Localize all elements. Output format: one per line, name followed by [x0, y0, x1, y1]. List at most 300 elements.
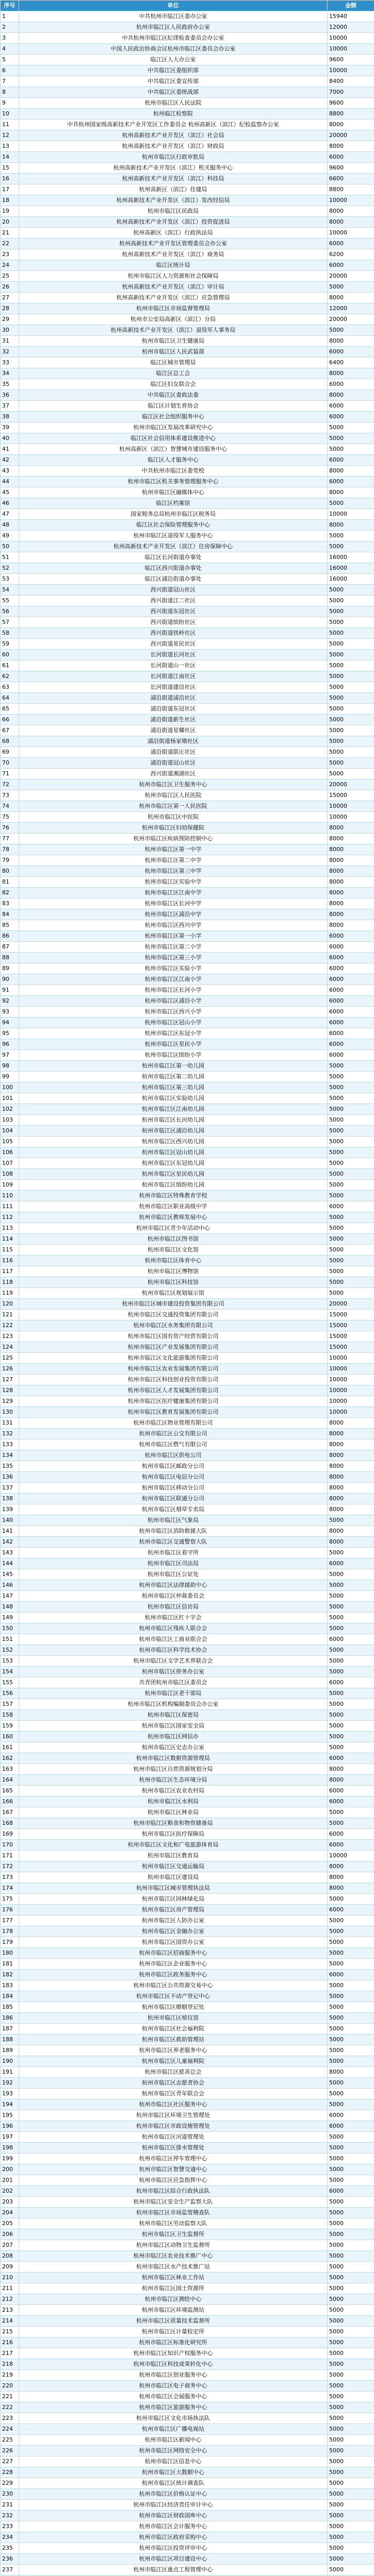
row-unit: 杭州市临江区政务服务中心: [19, 1970, 328, 1980]
table-row: [1, 877, 374, 888]
table-row: [1, 422, 374, 433]
row-unit: 杭州市临江区安全生产监察大队: [19, 2197, 328, 2208]
row-amount: 6000: [328, 1028, 374, 1039]
row-unit: 杭州市临江区新闻中心: [19, 2435, 328, 2446]
row-amount: 6000: [328, 379, 374, 390]
table-row: [1, 606, 374, 617]
row-index: 171: [1, 1851, 19, 1861]
row-unit: 杭州市临江区教师发展中心: [19, 1212, 328, 1223]
row-amount: 5000: [328, 2164, 374, 2175]
row-index: 64: [1, 693, 19, 704]
row-unit: 杭州市临江区信访局: [19, 1602, 328, 1613]
row-amount: 5000: [328, 531, 374, 541]
table-row: [1, 2121, 374, 2132]
row-index: 67: [1, 725, 19, 736]
table-row: [1, 1537, 374, 1548]
row-unit: 临江区浦沿街道办事处: [19, 574, 328, 585]
table-row: [1, 1201, 374, 1212]
table-row: [1, 44, 374, 55]
row-unit: 杭州市临江区电子商务中心: [19, 2381, 328, 2392]
row-unit: 杭州市临江区职业高级中学: [19, 1201, 328, 1212]
row-amount: 5000: [328, 1959, 374, 1970]
table-row: [1, 336, 374, 347]
row-unit: 杭州市临江区大数据中心: [19, 2467, 328, 2478]
header-index: 序号: [1, 1, 19, 11]
row-amount: 6000: [328, 985, 374, 996]
row-amount: 8000: [328, 1526, 374, 1537]
row-unit: 杭州高新区（滨江）智慧城市建设服务中心: [19, 444, 328, 455]
row-amount: 5000: [328, 2002, 374, 2013]
row-unit: 杭州市临江区环境卫生管理处: [19, 2110, 328, 2121]
row-index: 232: [1, 2511, 19, 2521]
table-row: [1, 715, 374, 725]
row-index: 222: [1, 2402, 19, 2413]
row-unit: 杭州市临江区图书馆: [19, 1234, 328, 1245]
table-row: [1, 1861, 374, 1872]
row-index: 179: [1, 1937, 19, 1948]
row-index: 229: [1, 2478, 19, 2489]
row-amount: 8000: [328, 368, 374, 379]
row-amount: 6000: [328, 260, 374, 271]
row-amount: 5000: [328, 2554, 374, 2565]
row-unit: 中共杭州市临江区委党校: [19, 466, 328, 477]
row-index: 210: [1, 2273, 19, 2283]
row-amount: 6000: [328, 931, 374, 942]
row-index: 63: [1, 682, 19, 693]
table-row: [1, 228, 374, 239]
row-amount: 5000: [328, 2197, 374, 2208]
table-row: [1, 2446, 374, 2456]
row-unit: 临江区计划生育协会: [19, 401, 328, 412]
row-amount: 5000: [328, 1223, 374, 1234]
row-index: 3: [1, 33, 19, 44]
row-amount: 5000: [328, 2143, 374, 2154]
row-unit: 杭州市临江区文化和广电旅游体育局: [19, 1840, 328, 1851]
row-index: 23: [1, 249, 19, 260]
table-row: [1, 1147, 374, 1158]
row-amount: 5000: [328, 1710, 374, 1721]
row-amount: 6000: [328, 1786, 374, 1797]
row-index: 213: [1, 2305, 19, 2316]
table-row: [1, 2143, 374, 2154]
row-amount: 8000: [328, 844, 374, 855]
row-index: 177: [1, 1916, 19, 1926]
row-amount: 5000: [328, 2294, 374, 2305]
row-amount: 6000: [328, 1753, 374, 1764]
row-unit: 杭州市临江区公交有限公司: [19, 1429, 328, 1439]
row-index: 185: [1, 2002, 19, 2013]
row-amount: 5000: [328, 1072, 374, 1082]
row-amount: 5000: [328, 1602, 374, 1613]
row-amount: 8000: [328, 1439, 374, 1450]
table-row: [1, 1115, 374, 1126]
row-unit: 杭州市临江区浦沿幼儿园: [19, 1126, 328, 1137]
table-row: [1, 996, 374, 1007]
row-amount: 5000: [328, 1212, 374, 1223]
row-index: 38: [1, 412, 19, 422]
row-index: 7: [1, 76, 19, 87]
table-row: [1, 1905, 374, 1916]
row-unit: 杭州市临江区国资办公室: [19, 1937, 328, 1948]
row-index: 196: [1, 2121, 19, 2132]
row-amount: 10000: [328, 509, 374, 520]
row-unit: 杭州市临江区标准化研究所: [19, 2337, 328, 2348]
table-row: [1, 2294, 374, 2305]
row-amount: 10000: [328, 1851, 374, 1861]
row-index: 99: [1, 1072, 19, 1082]
row-unit: 杭州市临江区医疗保障局: [19, 1829, 328, 1840]
row-index: 227: [1, 2456, 19, 2467]
table-row: [1, 2110, 374, 2121]
row-amount: 10000: [328, 195, 374, 206]
table-row: [1, 303, 374, 314]
row-amount: 6000: [328, 401, 374, 412]
table-row: [1, 239, 374, 249]
row-index: 203: [1, 2197, 19, 2208]
row-amount: 16000: [328, 563, 374, 574]
row-index: 144: [1, 1558, 19, 1569]
row-index: 131: [1, 1418, 19, 1429]
row-index: 32: [1, 347, 19, 358]
row-index: 108: [1, 1169, 19, 1180]
table-row: [1, 704, 374, 715]
table-row: [1, 790, 374, 801]
row-unit: 西兴街道湘湖社区: [19, 769, 328, 779]
row-amount: 5000: [328, 2456, 374, 2467]
row-index: 68: [1, 736, 19, 747]
row-index: 201: [1, 2175, 19, 2186]
table-row: [1, 1483, 374, 1494]
row-unit: 中共临江区委组织部: [19, 65, 328, 76]
row-amount: 5000: [328, 747, 374, 758]
row-index: 190: [1, 2056, 19, 2067]
row-index: 220: [1, 2381, 19, 2392]
row-unit: 杭州市临江区人民武装部: [19, 347, 328, 358]
row-unit: 杭州市临江区司法局: [19, 1558, 328, 1569]
table-row: [1, 293, 374, 303]
row-amount: 10000: [328, 44, 374, 55]
row-unit: 杭州市临江区水务集团有限公司: [19, 1320, 328, 1331]
row-index: 87: [1, 942, 19, 953]
table-row: [1, 2521, 374, 2532]
table-row: [1, 2327, 374, 2337]
row-unit: 杭州市临江区科学技术协会: [19, 1645, 328, 1656]
row-unit: 杭州市临江区工商业联合会: [19, 1634, 328, 1645]
table-row: [1, 11, 374, 22]
row-index: 44: [1, 477, 19, 487]
row-amount: 6000: [328, 1634, 374, 1645]
row-amount: 8000: [328, 920, 374, 931]
row-index: 43: [1, 466, 19, 477]
row-amount: 20000: [328, 130, 374, 141]
table-row: [1, 347, 374, 358]
row-unit: 杭州市临江区综合行政执法队: [19, 2186, 328, 2197]
row-unit: 杭州临江检察院: [19, 109, 328, 120]
row-amount: 6000: [328, 2110, 374, 2121]
row-amount: 10000: [328, 33, 374, 44]
row-amount: 10000: [328, 1353, 374, 1364]
row-index: 94: [1, 1018, 19, 1028]
table-row: [1, 2283, 374, 2294]
row-amount: 5000: [328, 736, 374, 747]
row-unit: 杭州市临江区信息中心: [19, 2456, 328, 2467]
row-index: 45: [1, 487, 19, 498]
row-unit: 杭州市临江区产业发展集团有限公司: [19, 1342, 328, 1353]
table-row: [1, 1872, 374, 1883]
row-unit: 杭州市临江区星民幼儿园: [19, 1169, 328, 1180]
row-index: 202: [1, 2186, 19, 2197]
row-index: 52: [1, 563, 19, 574]
row-unit: 杭州市临江区农业农村局: [19, 1786, 328, 1797]
row-unit: 杭州市临江区融媒体中心: [19, 487, 328, 498]
row-unit: 杭州市临江区江南小学: [19, 974, 328, 985]
row-unit: 西兴街道铁岭社区: [19, 628, 328, 639]
table-row: [1, 1104, 374, 1115]
row-amount: 5000: [328, 2370, 374, 2381]
table-row: [1, 1623, 374, 1634]
table-row: [1, 33, 374, 44]
row-index: 19: [1, 206, 19, 217]
row-amount: 10000: [328, 65, 374, 76]
table-row: [1, 1266, 374, 1277]
table-row: [1, 1223, 374, 1234]
row-unit: 杭州市临江区第二中学: [19, 855, 328, 866]
row-index: 51: [1, 552, 19, 563]
row-index: 16: [1, 174, 19, 184]
row-amount: 10000: [328, 228, 374, 239]
row-unit: 杭州市临江区会计服务中心: [19, 2521, 328, 2532]
row-index: 189: [1, 2045, 19, 2056]
table-row: [1, 855, 374, 866]
table-row: [1, 1526, 374, 1537]
table-row: [1, 2337, 374, 2348]
table-row: [1, 2099, 374, 2110]
row-amount: 5000: [328, 660, 374, 671]
row-unit: 杭州市临江区文化旅游集团有限公司: [19, 1353, 328, 1364]
row-unit: 杭州市临江区经济责任审计中心: [19, 2500, 328, 2511]
row-amount: 15940: [328, 11, 374, 22]
row-unit: 西兴街道星民社区: [19, 639, 328, 650]
table-row: [1, 1797, 374, 1807]
table-row: [1, 2175, 374, 2186]
table-row: [1, 260, 374, 271]
row-unit: 长河街道山一社区: [19, 660, 328, 671]
row-unit: 杭州市临江区联通分公司: [19, 1494, 328, 1504]
table-row: [1, 2392, 374, 2402]
row-index: 119: [1, 1288, 19, 1299]
row-index: 115: [1, 1245, 19, 1256]
row-amount: 6000: [328, 1007, 374, 1018]
table-row: [1, 1645, 374, 1656]
row-index: 54: [1, 585, 19, 596]
row-index: 100: [1, 1082, 19, 1093]
table-row: [1, 163, 374, 174]
row-unit: 杭州市临江区卫生监督所: [19, 2229, 328, 2240]
row-index: 121: [1, 1310, 19, 1320]
row-index: 195: [1, 2110, 19, 2121]
row-amount: 5000: [328, 1937, 374, 1948]
table-row: [1, 98, 374, 109]
table-row: [1, 1775, 374, 1786]
row-index: 72: [1, 779, 19, 790]
row-unit: 杭州市临江区计量检定所: [19, 2327, 328, 2337]
row-unit: 杭州市临江区社会福利院: [19, 2024, 328, 2035]
row-unit: 杭州市临江区文化馆: [19, 1245, 328, 1256]
row-amount: 8000: [328, 1472, 374, 1483]
row-index: 102: [1, 1104, 19, 1115]
row-amount: 5000: [328, 2392, 374, 2402]
row-amount: 5000: [328, 2305, 374, 2316]
row-amount: 8000: [328, 866, 374, 877]
row-index: 91: [1, 985, 19, 996]
row-index: 88: [1, 953, 19, 963]
row-index: 158: [1, 1710, 19, 1721]
table-row: [1, 1007, 374, 1018]
row-unit: 杭州市临江区民政局: [19, 206, 328, 217]
row-amount: 6000: [328, 1840, 374, 1851]
row-unit: 临江区人才服务中心: [19, 455, 328, 466]
row-index: 215: [1, 2327, 19, 2337]
row-index: 124: [1, 1342, 19, 1353]
row-index: 125: [1, 1353, 19, 1364]
row-index: 139: [1, 1504, 19, 1515]
table-row: [1, 1072, 374, 1082]
row-unit: 杭州市临江区市场监管稽查队: [19, 2208, 328, 2218]
table-row: [1, 2013, 374, 2024]
row-unit: 杭州市临江区人民法院: [19, 98, 328, 109]
header-unit: 单位: [19, 1, 328, 11]
row-amount: 5000: [328, 1732, 374, 1742]
table-row: [1, 531, 374, 541]
table-row: [1, 2035, 374, 2045]
row-index: 57: [1, 617, 19, 628]
row-index: 14: [1, 152, 19, 163]
row-amount: 5000: [328, 2078, 374, 2089]
row-amount: 5000: [328, 2489, 374, 2500]
row-unit: 杭州市临江区农业技术推广中心: [19, 2251, 328, 2262]
row-index: 233: [1, 2521, 19, 2532]
row-unit: 中共临江区委宣传部: [19, 76, 328, 87]
row-unit: 杭州市临江区青年联合会: [19, 2089, 328, 2099]
row-unit: 杭州高新技术产业开发区（滨江）住房保障中心: [19, 541, 328, 552]
table-row: [1, 2467, 374, 2478]
row-amount: 8000: [328, 834, 374, 844]
row-amount: 10000: [328, 1375, 374, 1385]
row-amount: 8000: [328, 1872, 374, 1883]
row-index: 116: [1, 1256, 19, 1266]
row-unit: 杭州市临江区金融办公室: [19, 1926, 328, 1937]
row-amount: 8000: [328, 206, 374, 217]
row-amount: 5000: [328, 1818, 374, 1829]
row-amount: 8000: [328, 336, 374, 347]
row-index: 163: [1, 1764, 19, 1775]
row-amount: 6000: [328, 942, 374, 953]
table-row: [1, 2132, 374, 2143]
table-row: [1, 1937, 374, 1948]
row-unit: 杭州市临江区殡仪馆: [19, 2013, 328, 2024]
row-index: 128: [1, 1385, 19, 1396]
row-index: 236: [1, 2554, 19, 2565]
table-row: [1, 1299, 374, 1310]
row-amount: 7000: [328, 87, 374, 98]
row-index: 104: [1, 1126, 19, 1137]
row-unit: 临江区档案馆: [19, 498, 328, 509]
row-amount: 6000: [328, 1039, 374, 1050]
row-unit: 长河街道建设社区: [19, 682, 328, 693]
row-index: 173: [1, 1872, 19, 1883]
row-amount: 5000: [328, 2089, 374, 2099]
row-amount: 6000: [328, 963, 374, 974]
row-index: 145: [1, 1569, 19, 1580]
row-amount: 5000: [328, 1916, 374, 1926]
row-index: 31: [1, 336, 19, 347]
table-row: [1, 1385, 374, 1396]
table-row: [1, 282, 374, 293]
row-index: 175: [1, 1894, 19, 1905]
table-body: [1, 11, 374, 2576]
table-row: [1, 628, 374, 639]
row-unit: 杭州市临江区知识产权服务中心: [19, 2348, 328, 2359]
row-amount: 5000: [328, 2056, 374, 2067]
row-index: 41: [1, 444, 19, 455]
row-amount: 5000: [328, 1115, 374, 1126]
row-unit: 杭州市临江区保密局: [19, 1710, 328, 1721]
row-index: 33: [1, 358, 19, 368]
row-amount: 5000: [328, 1191, 374, 1201]
row-index: 86: [1, 931, 19, 942]
row-unit: 杭州市临江区招商服务中心: [19, 1948, 328, 1959]
row-unit: 中共临江区委政法委: [19, 390, 328, 401]
header-row: [1, 1, 374, 11]
row-unit: 杭州高新技术产业开发区（滨江）审计局: [19, 282, 328, 293]
row-index: 112: [1, 1212, 19, 1223]
table-row: [1, 909, 374, 920]
row-amount: 16000: [328, 552, 374, 563]
row-index: 98: [1, 1061, 19, 1072]
row-index: 129: [1, 1396, 19, 1407]
row-amount: 5000: [328, 628, 374, 639]
row-amount: 5000: [328, 2154, 374, 2164]
row-index: 58: [1, 628, 19, 639]
table-row: [1, 1137, 374, 1147]
table-row: [1, 974, 374, 985]
row-amount: 5000: [328, 2359, 374, 2370]
row-index: 65: [1, 704, 19, 715]
table-row: [1, 1634, 374, 1645]
row-unit: 杭州高新技术产业开发区（滨江）社会局: [19, 130, 328, 141]
row-index: 76: [1, 823, 19, 834]
row-index: 219: [1, 2370, 19, 2381]
table-row: [1, 2554, 374, 2565]
table-row: [1, 769, 374, 779]
row-amount: 8000: [328, 1504, 374, 1515]
row-amount: 8000: [328, 217, 374, 228]
row-amount: 5000: [328, 2273, 374, 2283]
row-index: 20: [1, 217, 19, 228]
row-unit: 浦沿街道浦沿社区: [19, 693, 328, 704]
row-amount: 6000: [328, 1677, 374, 1688]
row-unit: 杭州市临江区科技馆: [19, 1277, 328, 1288]
row-unit: 杭州市临江区医疗健康集团有限公司: [19, 1396, 328, 1407]
row-unit: 杭州市临江区第一中学: [19, 844, 328, 855]
table-row: [1, 1320, 374, 1331]
row-unit: 杭州市临江区林业工作站: [19, 2273, 328, 2283]
row-unit: 杭州市临江区退役军人服务中心: [19, 531, 328, 541]
row-index: 81: [1, 877, 19, 888]
row-index: 204: [1, 2208, 19, 2218]
table-row: [1, 1061, 374, 1072]
table-row: [1, 888, 374, 899]
